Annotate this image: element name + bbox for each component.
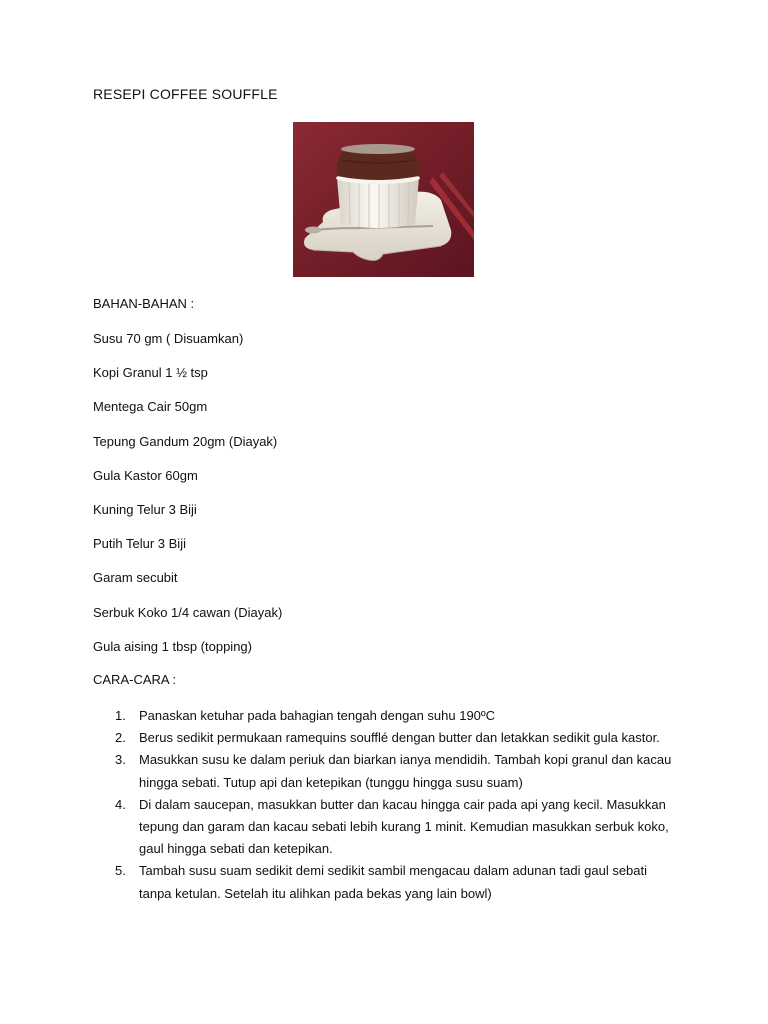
step-text: Masukkan susu ke dalam periuk dan biarkan ianya mendidih. Tambah kopi granul dan kacau hingga sebati. Tutup api dan ketepikan (tunggu hingga susu suam) <box>139 752 672 790</box>
method-step <box>93 860 683 904</box>
step-number: 1. <box>115 708 126 723</box>
ingredients-list <box>93 331 282 673</box>
ingredient-item: Garam secubit <box>93 570 178 586</box>
method-steps-list <box>93 705 683 905</box>
step-number: 4. <box>115 796 126 812</box>
method-step <box>93 749 683 793</box>
step-number: 5. <box>115 863 126 879</box>
ingredients-heading: BAHAN-BAHAN : <box>93 296 195 311</box>
ingredient-item: Tepung Gandum 20gm (Diayak) <box>93 433 278 449</box>
souffle-photo <box>293 122 474 277</box>
step-number: 3. <box>115 752 126 768</box>
step-text: Berus sedikit permukaan ramequins soufflé dengan butter dan letakkan sedikit gula kastor. <box>139 730 660 746</box>
method-heading: CARA-CARA : <box>93 672 177 687</box>
ingredient-item: Gula Kastor 60gm <box>93 467 198 483</box>
souffle-illustration <box>293 122 474 277</box>
recipe-title: RESEPI COFFEE SOUFFLE <box>93 86 278 102</box>
method-step <box>93 705 683 727</box>
ingredient-item: Serbuk Koko 1/4 cawan (Diayak) <box>93 604 283 620</box>
ingredient-item: Kuning Telur 3 Biji <box>93 501 197 517</box>
ingredient-item: Susu 70 gm ( Disuamkan) <box>93 331 244 346</box>
step-number: 2. <box>115 730 126 746</box>
ingredient-item: Kopi Granul 1 ½ tsp <box>93 365 208 381</box>
method-step <box>93 794 683 861</box>
ingredient-item: Putih Telur 3 Biji <box>93 536 186 552</box>
step-text: Tambah susu suam sedikit demi sedikit sambil mengacau dalam adunan tadi gaul sebati tanpa ketulan. Setelah itu alihkan pada bekas yang lain bowl) <box>139 863 648 901</box>
method-step <box>93 727 683 749</box>
ingredient-item: Mentega Cair 50gm <box>93 399 208 415</box>
step-text: Panaskan ketuhar pada bahagian tengah dengan suhu 190ºC <box>139 708 496 723</box>
step-text: Di dalam saucepan, masukkan butter dan kacau hingga cair pada api yang kecil. Masukkan tepung dan garam dan kacau sebati lebih kurang 1 minit. Kemudian masukkan serbuk koko, gaul hingga sebati dan ketepikan. <box>139 796 669 857</box>
ingredient-item: Gula aising 1 tbsp (topping) <box>93 638 252 654</box>
